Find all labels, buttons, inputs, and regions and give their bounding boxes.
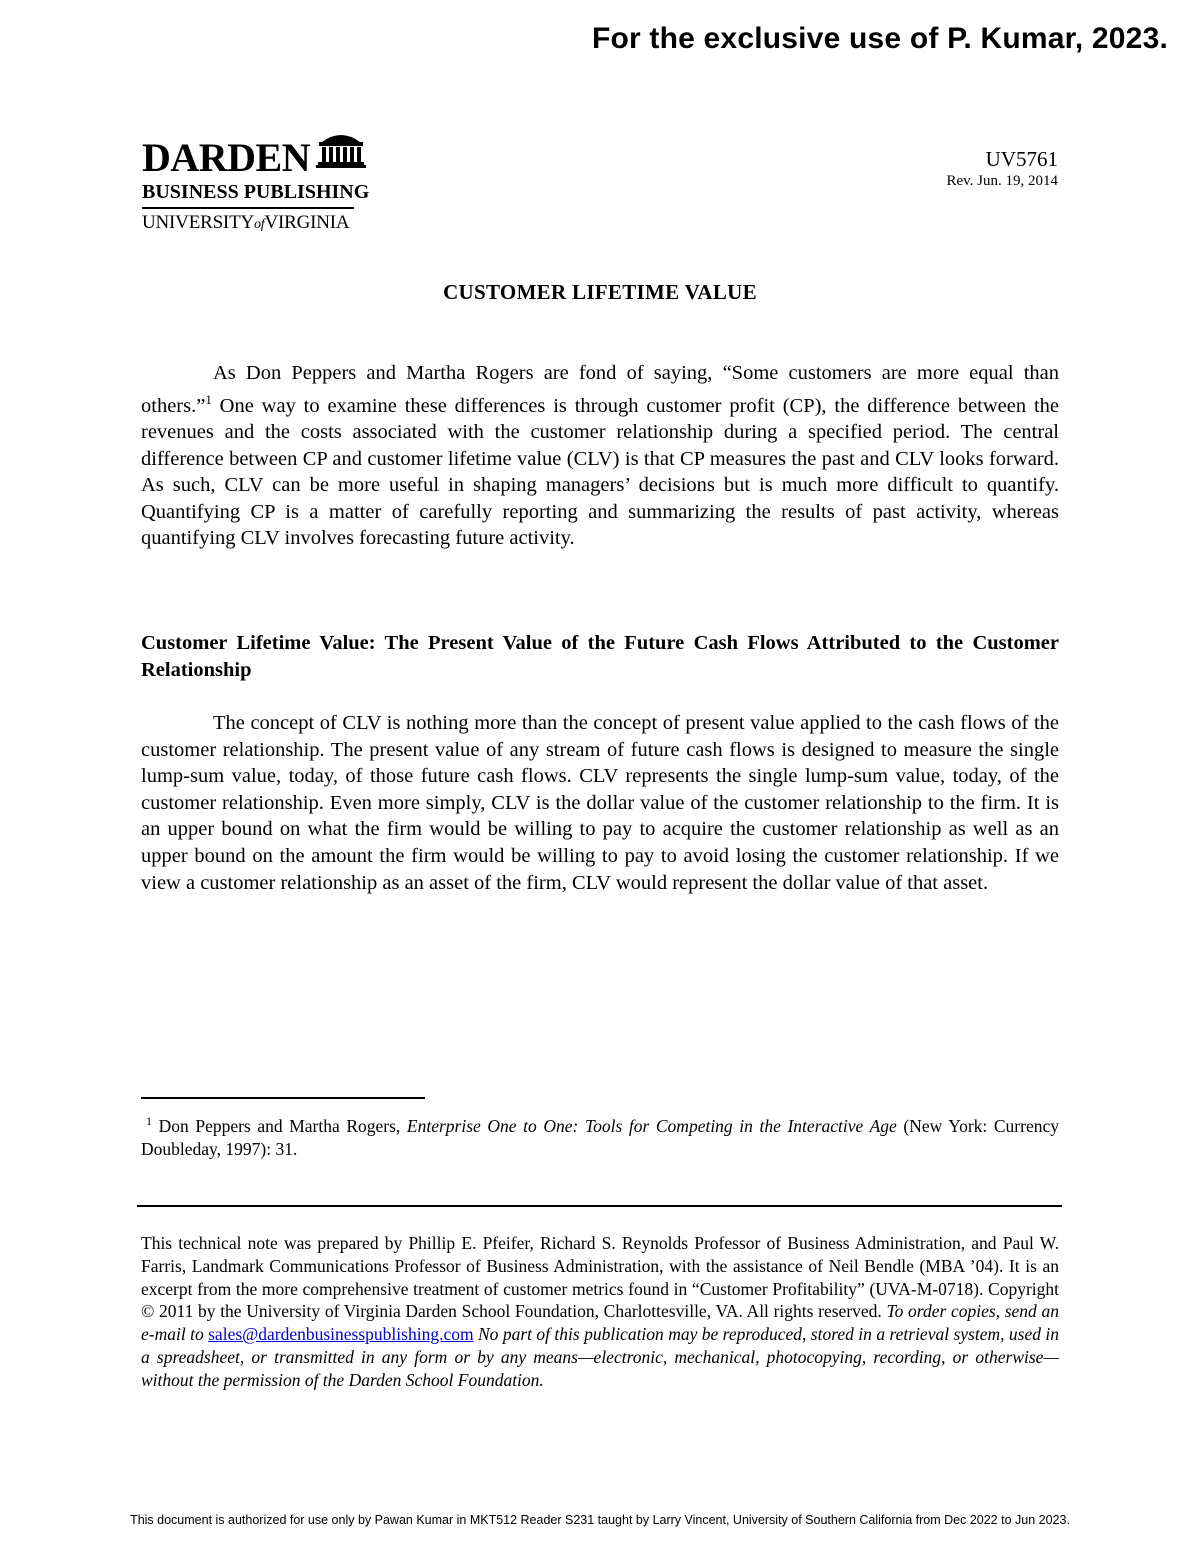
footnote-marker: 1 <box>146 1114 152 1128</box>
logo-business-publishing: BUSINESS PUBLISHING <box>142 181 370 203</box>
logo-university-of-virginia <box>142 212 372 236</box>
darden-logo <box>142 130 372 236</box>
technical-note-credits <box>141 1232 1059 1392</box>
logo-virginia: VIRGINIA <box>264 211 350 233</box>
footnote-book-title: Enterprise One to One: Tools for Competing in the Interactive Age <box>406 1115 897 1136</box>
document-id-block <box>946 147 1058 191</box>
rights-text: No part of this publication may be reproduced, stored in a retrieval system, used in a spreadsheet, or transmitted in any form or by any means—electronic, mechanical, photocopying, recording, or otherwise—without the permission of the Darden School Foundation. <box>141 1324 1059 1390</box>
footnote-text-after: (New York: Currency Doubleday, 1997): 31. <box>141 1115 1059 1159</box>
rotunda-icon <box>316 130 366 175</box>
logo-university: UNIVERSITY <box>142 211 254 233</box>
section-heading: Customer Lifetime Value: The Present Value of the Future Cash Flows Attributed to the Customer Relationship <box>141 632 1059 681</box>
intro-paragraph-part1: As Don Peppers and Martha Rogers are fond of saying, “Some customers are more equal than others.” <box>141 362 1059 417</box>
sales-email-link[interactable]: sales@dardenbusinesspublishing.com <box>208 1324 474 1345</box>
revision-date: Rev. Jun. 19, 2014 <box>946 173 1058 189</box>
footnote <box>141 1110 1059 1161</box>
order-copies-text: To order copies, send an e-mail to <box>141 1301 1059 1345</box>
document-title: CUSTOMER LIFETIME VALUE <box>443 280 757 304</box>
logo-divider <box>142 207 354 209</box>
notes-divider <box>137 1205 1062 1207</box>
logo-darden-text: DARDEN <box>142 135 311 180</box>
footnote-text-before: Don Peppers and Martha Rogers, <box>152 1115 407 1136</box>
authorization-footer: This document is authorized for use only by Pawan Kumar in MKT512 Reader S231 taught by Larry Vincent, University of Southern California from Dec 2022 to Jun 2023. <box>130 1513 1070 1527</box>
footnote-divider <box>141 1097 425 1099</box>
document-number: UV5761 <box>985 147 1058 171</box>
logo-darden-wordmark <box>142 130 372 178</box>
prepared-by-text: This technical note was prepared by Phillip E. Pfeifer, Richard S. Reynolds Professor of Business Administration, and Paul W. Farris, Landmark Communications Professor of Business Administration, with the assistance of Neil Bendle (MBA ’04). It is an excerpt from the more comprehensive treatment of customer metrics found in “Customer Profitability” (UVA-M-0718). Copyright © 2011 by the University of Virginia Darden School Foundation, Charlottesville, VA. All rights reserved. <box>141 1233 1059 1322</box>
logo-of: of <box>254 216 265 232</box>
intro-paragraph-part2: One way to examine these differences is through customer profit (CP), the difference between the revenues and the costs associated with the customer relationship during a specified period. The central difference between CP and customer lifetime value (CLV) is that CP measures the past and CLV looks forward. As such, CLV can be more useful in shaping managers’ decisions but is much more difficult to quantify. Quantifying CP is a matter of carefully reporting and summarizing the results of past activity, whereas quantifying CLV involves forecasting future activity. <box>141 394 1059 550</box>
intro-paragraph <box>141 360 1059 552</box>
footnote-reference[interactable]: 1 <box>205 391 212 407</box>
clv-concept-paragraph: The concept of CLV is nothing more than the concept of present value applied to the cash flows of the customer relationship. The present value of any stream of future cash flows is designed to measure the single lump-sum value, today, of those future cash flows. CLV represents the single lump-sum value, today, of the customer relationship. Even more simply, CLV is the dollar value of the customer relationship to the firm. It is an upper bound on what the firm would be willing to pay to acquire the customer relationship as well as an upper bound on the amount the firm would be willing to pay to avoid losing the customer relationship. If we view a customer relationship as an asset of the firm, CLV would represent the dollar value of that asset. <box>141 712 1059 894</box>
exclusive-use-banner: For the exclusive use of P. Kumar, 2023. <box>591 22 1168 55</box>
